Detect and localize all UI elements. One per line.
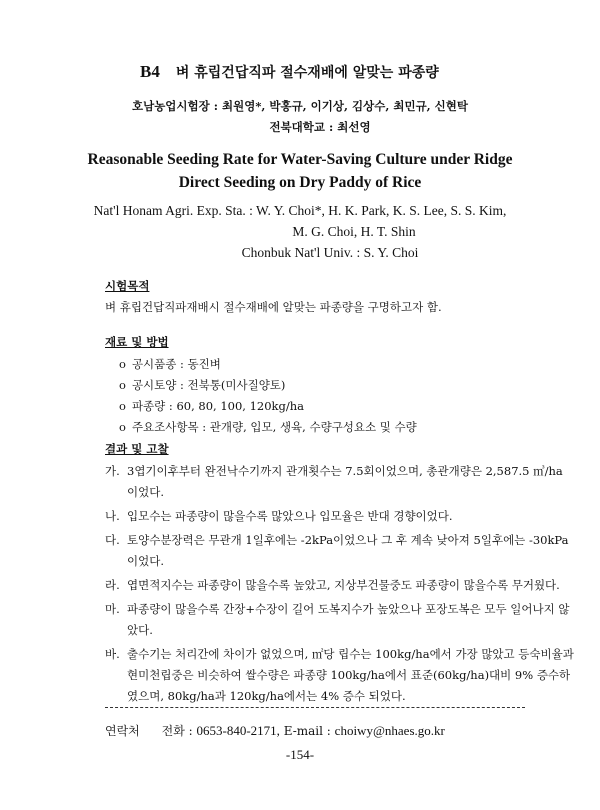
result-item	[105, 644, 575, 707]
phone-number: 0653-840-2171,	[196, 723, 280, 738]
abstract-code: B4	[140, 62, 160, 81]
result-marker: 나.	[105, 509, 120, 523]
result-marker: 라.	[105, 578, 120, 592]
result-text: 입모수는 파종량이 많을수록 많았으나 입모율은 반대 경향이었다.	[127, 509, 453, 523]
result-marker: 마.	[105, 602, 120, 616]
results-list	[105, 461, 575, 707]
result-text: 3엽기이후부터 완전낙수기까지 관개횟수는 7.5회이었으며, 총관개량은 2,587.5 ㎥/ha 이었다.	[127, 464, 563, 499]
purpose-section	[105, 278, 575, 317]
result-marker: 다.	[105, 533, 120, 547]
result-item	[105, 599, 575, 641]
title-kr-text: 벼 휴립건답직파 절수재배에 알맞는 파종량	[175, 65, 439, 81]
methods-list	[105, 354, 575, 438]
methods-item: o 공시토양 : 전북통(미사질양토)	[119, 375, 575, 396]
phone-label: 전화 :	[161, 724, 193, 738]
authors-en-line2: M. G. Choi, H. T. Shin	[292, 224, 416, 239]
purpose-heading: 시험목적	[105, 279, 150, 293]
methods-item: o 공시품종 : 동진벼	[119, 354, 575, 375]
purpose-text: 벼 휴립건답직파재배시 절수재배에 알맞는 파종량을 구명하고자 함.	[105, 300, 442, 314]
methods-heading: 재료 및 방법	[105, 335, 169, 349]
result-marker: 가.	[105, 464, 120, 478]
result-marker: 바.	[105, 647, 120, 661]
email-label: E-mail :	[283, 724, 331, 738]
title-en	[0, 148, 600, 194]
contact-label: 연락처	[105, 724, 140, 738]
result-item	[105, 530, 575, 572]
methods-item: o 파종량 : 60, 80, 100, 120kg/ha	[119, 396, 575, 417]
page-number: -154-	[285, 747, 315, 762]
result-item	[105, 461, 575, 503]
result-text: 엽면적지수는 파종량이 많을수록 높았고, 지상부건물중도 파종량이 많을수록 무거웠다.	[127, 578, 560, 592]
authors-kr-line2: 전북대학교 : 최선영	[269, 120, 371, 134]
title-en-line1: Reasonable Seeding Rate for Water-Saving Culture under Ridge	[87, 151, 513, 168]
result-text: 파종량이 많을수록 간장+수장이 길어 도복지수가 높았으나 포장도복은 모두 일어나지 않았다.	[127, 602, 570, 637]
methods-item: o 주요조사항목 : 관개량, 입모, 생육, 수량구성요소 및 수량	[119, 417, 575, 438]
authors-en-line1: Nat'l Honam Agri. Exp. Sta. : W. Y. Choi*, H. K. Park, K. S. Lee, S. S. Kim,	[93, 203, 507, 218]
contact-info	[105, 722, 575, 739]
authors-kr-line1: 호남농업시험장 : 최원영*, 박홍규, 이기상, 김상수, 최민규, 신현탁	[131, 99, 469, 113]
title-kr	[140, 62, 580, 82]
result-item	[105, 575, 575, 596]
authors-en	[0, 200, 600, 263]
results-section	[105, 441, 575, 710]
email-link[interactable]: choiwy@nhaes.go.kr	[334, 723, 445, 738]
result-text: 토양수분장력은 무관개 1일후에는 -2kPa이었으나 그 후 계속 낮아져 5일후에는 -30kPa이었다.	[127, 533, 569, 568]
methods-section	[105, 334, 575, 438]
result-item	[105, 506, 575, 527]
results-heading: 결과 및 고찰	[105, 442, 169, 456]
result-text: 출수기는 처리간에 차이가 없었으며, ㎡당 립수는 100kg/ha에서 가장 많았고 등숙비율과 현미천립중은 비슷하여 쌀수량은 파종량 100kg/ha에서 표준(60kg/ha)대비 9% 증수하였으며, 80kg/ha과 120kg/ha에서는 4% 증수 되었다.	[127, 647, 574, 703]
authors-kr	[0, 96, 600, 138]
authors-en-line3: Chonbuk Nat'l Univ. : S. Y. Choi	[241, 245, 419, 260]
footer-divider	[105, 707, 525, 708]
title-en-line2: Direct Seeding on Dry Paddy of Rice	[178, 174, 422, 191]
